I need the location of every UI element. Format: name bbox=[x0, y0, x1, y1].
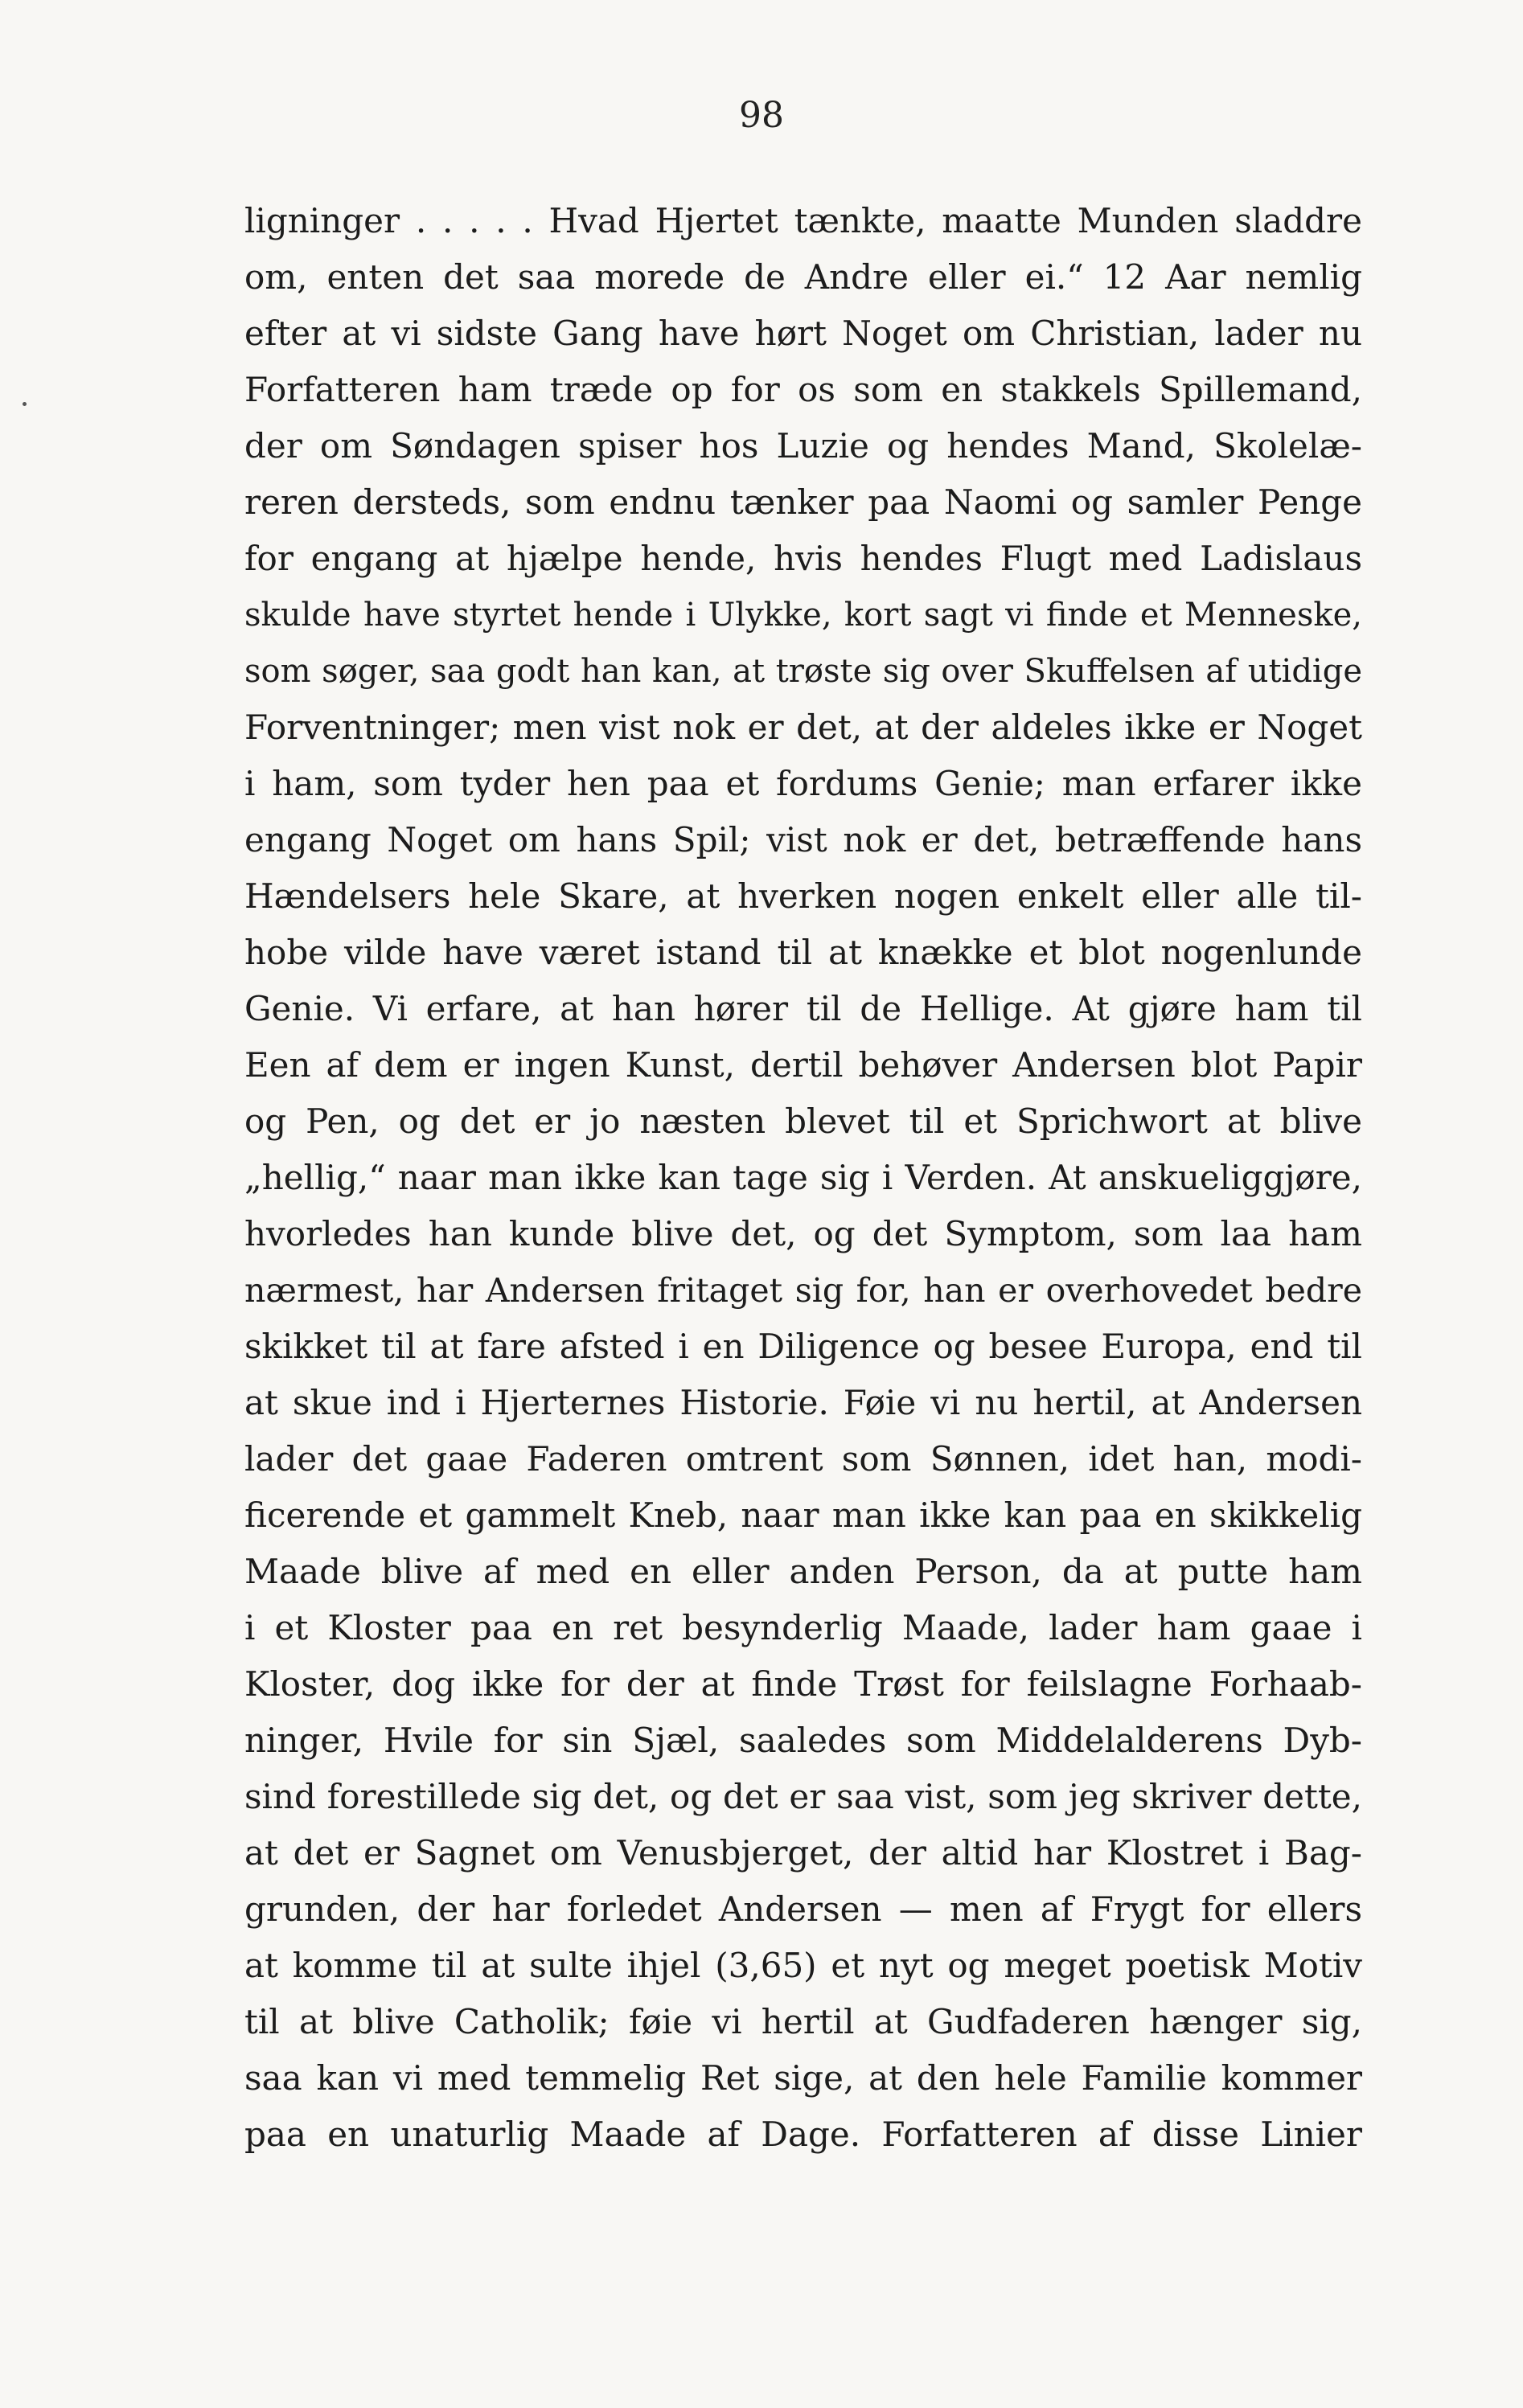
body-text bbox=[244, 193, 1362, 2163]
text-line: ficerende et gammelt Kneb, naar man ikke kan paa en skikkelig bbox=[244, 1495, 1362, 1535]
text-line: nærmest, har Andersen fritaget sig for, han er overhovedet bedre bbox=[244, 1271, 1362, 1310]
text-line: og Pen, og det er jo næsten blevet til et Sprichwort at blive bbox=[244, 1101, 1362, 1141]
text-line: efter at vi sidste Gang have hørt Noget om Christian, lader nu bbox=[244, 314, 1362, 353]
text-line: Maade blive af med en eller anden Person, da at putte ham bbox=[244, 1552, 1362, 1591]
text-line: Hændelsers hele Skare, at hverken nogen enkelt eller alle til- bbox=[244, 876, 1362, 916]
text-line: hvorledes han kunde blive det, og det Symptom, som laa ham bbox=[244, 1214, 1362, 1253]
text-line: hobe vilde have været istand til at knække et blot nogenlunde bbox=[244, 933, 1362, 972]
text-line: paa en unaturlig Maade af Dage. Forfatteren af disse Linier bbox=[244, 2115, 1362, 2154]
text-line: at komme til at sulte ihjel (3,65) et nyt og meget poetisk Motiv bbox=[244, 1946, 1362, 1985]
text-line: der om Søndagen spiser hos Luzie og hendes Mand, Skolelæ- bbox=[244, 426, 1362, 466]
page-number: 98 bbox=[739, 95, 784, 136]
text-line: i et Kloster paa en ret besynderlig Maade, lader ham gaae i bbox=[244, 1608, 1362, 1647]
text-line: at skue ind i Hjerternes Historie. Føie vi nu hertil, at Andersen bbox=[244, 1383, 1362, 1422]
text-line: Kloster, dog ikke for der at finde Trøst for feilslagne Forhaab- bbox=[244, 1664, 1362, 1704]
text-line: engang Noget om hans Spil; vist nok er det, betræffende hans bbox=[244, 820, 1362, 859]
text-line: lader det gaae Faderen omtrent som Sønnen, idet han, modi- bbox=[244, 1439, 1362, 1479]
text-line: som søger, saa godt han kan, at trøste sig over Skuffelsen af utidige bbox=[244, 653, 1362, 690]
margin-dot bbox=[23, 402, 27, 406]
text-line: skulde have styrtet hende i Ulykke, kort sagt vi finde et Menneske, bbox=[244, 597, 1362, 634]
text-line: til at blive Catholik; føie vi hertil at Gudfaderen hænger sig, bbox=[244, 2002, 1362, 2041]
text-line: i ham, som tyder hen paa et fordums Genie; man erfarer ikke bbox=[244, 764, 1362, 803]
text-line: ligninger . . . . . Hvad Hjertet tænkte, maatte Munden sladdre bbox=[244, 201, 1362, 240]
text-line: Een af dem er ingen Kunst, dertil behøver Andersen blot Papir bbox=[244, 1045, 1362, 1085]
text-line: reren dersteds, som endnu tænker paa Naomi og samler Penge bbox=[244, 482, 1362, 522]
text-line: Genie. Vi erfare, at han hører til de Hellige. At gjøre ham til bbox=[244, 989, 1362, 1028]
text-line: grunden, der har forledet Andersen — men af Frygt for ellers bbox=[244, 1889, 1362, 1929]
text-line: ninger, Hvile for sin Sjæl, saaledes som Middelalderens Dyb- bbox=[244, 1721, 1362, 1760]
text-line: at det er Sagnet om Venusbjerget, der altid har Klostret i Bag- bbox=[244, 1833, 1362, 1873]
text-line: for engang at hjælpe hende, hvis hendes Flugt med Ladislaus bbox=[244, 539, 1362, 578]
text-line: Forventninger; men vist nok er det, at der aldeles ikke er Noget bbox=[244, 708, 1362, 747]
text-line: Forfatteren ham træde op for os som en stakkels Spillemand, bbox=[244, 370, 1362, 409]
text-line: skikket til at fare afsted i en Diligence og besee Europa, end til bbox=[244, 1327, 1362, 1366]
text-line: „hellig,“ naar man ikke kan tage sig i Verden. At anskueliggjøre, bbox=[244, 1158, 1362, 1197]
text-line: saa kan vi med temmelig Ret sige, at den hele Familie kommer bbox=[244, 2058, 1362, 2098]
text-line: sind forestillede sig det, og det er saa vist, som jeg skriver dette, bbox=[244, 1777, 1362, 1816]
text-line: om, enten det saa morede de Andre eller ei.“ 12 Aar nemlig bbox=[244, 257, 1362, 297]
